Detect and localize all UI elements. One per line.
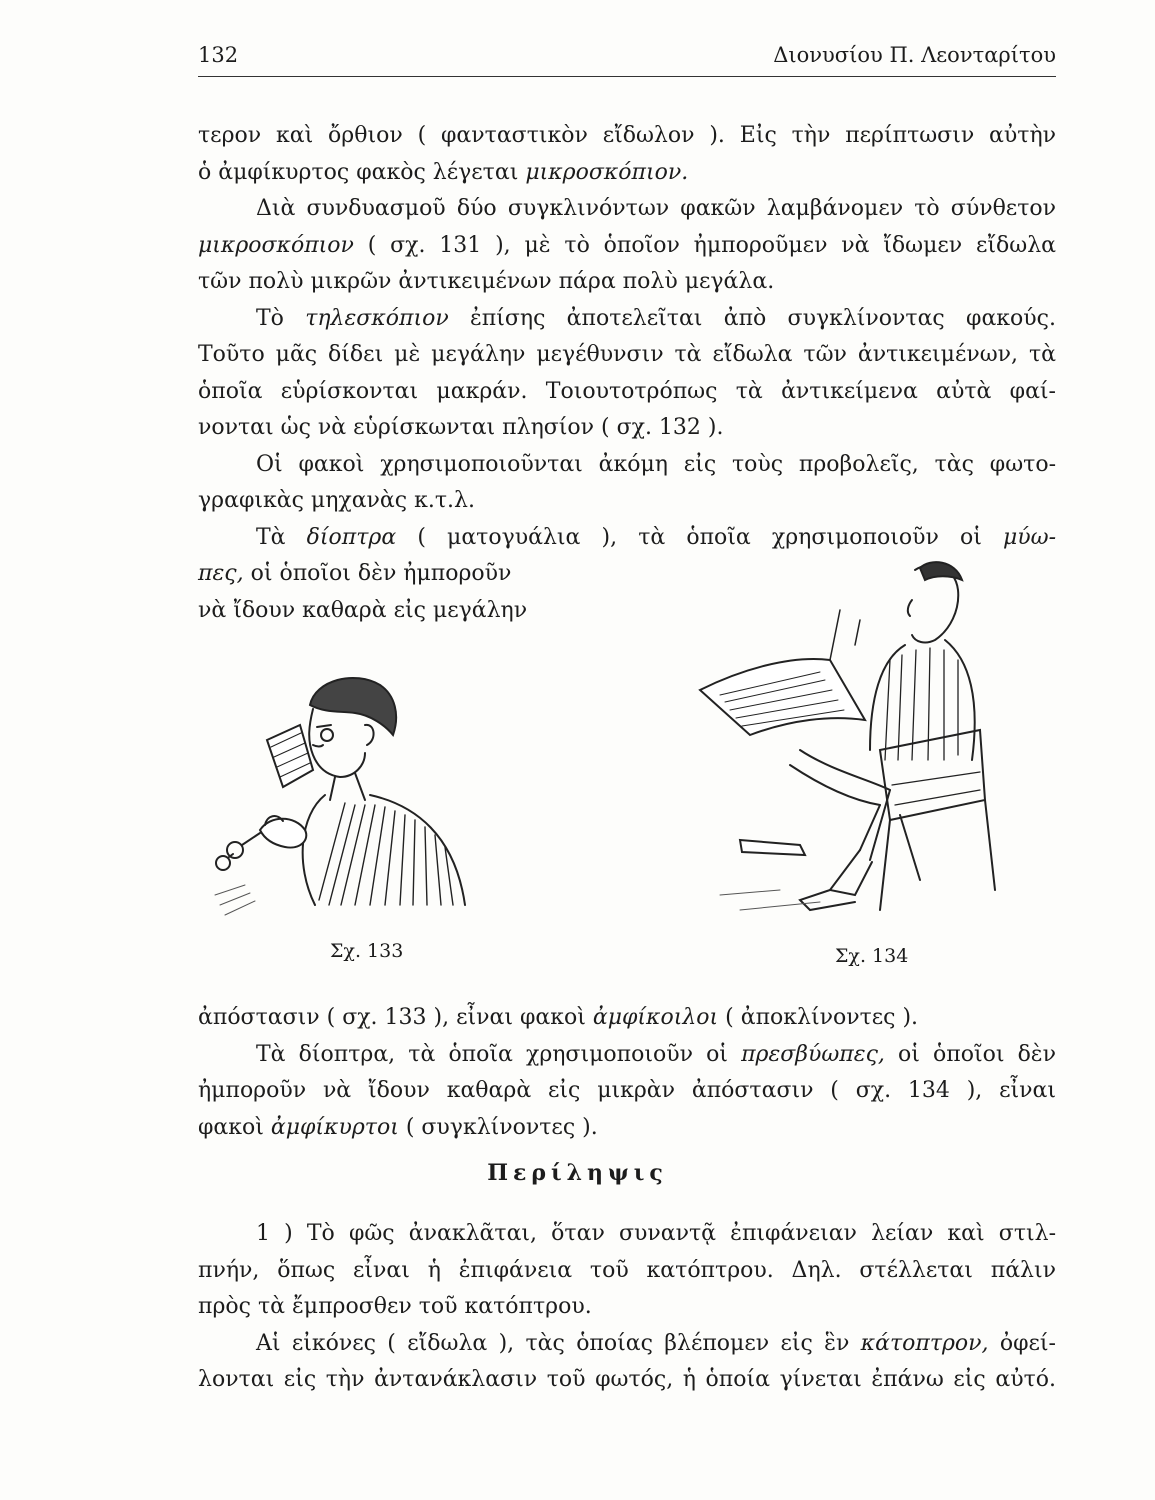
paragraph-3-line-4: νονται ὡς νὰ εὑρίσκωνται πλησίον ( σχ. 132 ). xyxy=(198,415,724,440)
paragraph-7-line-2: ἠμποροῦν νὰ ἴδουν καθαρὰ εἰς μικρὰν ἀπόστασιν ( σχ. 134 ), εἶναι xyxy=(198,1078,1056,1103)
summary-item-1-line-2: πνήν, ὅπως εἶναι ἡ ἐπιφάνεια τοῦ κατόπτρου. Δηλ. στέλλεται πάλιν xyxy=(198,1257,1056,1283)
summary-text-block xyxy=(198,1216,1056,1399)
paragraph-5-line-1: Τὰ δίοπτρα ( ματογυάλια ), τὰ ὁποῖα χρησιμοποιοῦν οἱ μύω- xyxy=(256,524,1057,550)
term-compound-microscope: μικροσκόπιον xyxy=(198,232,354,258)
summary-item-1-line-1: 1 ) Τὸ φῶς ἀνακλᾶται, ὅταν συναντᾷ ἐπιφάνειαν λείαν καὶ στιλ- xyxy=(256,1221,1056,1246)
paragraph-4-line-2: γραφικὰς μηχανὰς κ.τ.λ. xyxy=(198,488,475,513)
lower-text-block xyxy=(198,1000,1056,1146)
summary-item-1-line-3: πρὸς τὰ ἔμπροσθεν τοῦ κατόπτρου. xyxy=(198,1294,592,1319)
paragraph-2-line-2: μικροσκόπιον ( σχ. 131 ), μὲ τὸ ὁποῖον ἠμποροῦμεν νὰ ἴδωμεν εἴδωλα xyxy=(198,232,1056,258)
paragraph-2-line-1: Διὰ συνδυασμοῦ δύο συγκλινόντων φακῶν λαμβάνομεν τὸ σύνθετον xyxy=(256,196,1056,221)
term-presbyopes: πρεσβύωπες, xyxy=(741,1041,885,1067)
summary-heading: Περίληψις xyxy=(487,1160,668,1186)
summary-item-2-line-2: λονται εἰς τὴν ἀντανάκλασιν τοῦ φωτός, ἡ ὁποία γίνεται ἐπάνω εἰς αὐτό. xyxy=(198,1367,1056,1392)
figure-134-caption: Σχ. 134 xyxy=(835,945,909,967)
paragraph-3-line-3: ὁποῖα εὑρίσκονται μακράν. Τοιουτοτρόπως τὰ ἀντικείμενα αὐτὰ φαί- xyxy=(198,378,1056,404)
term-biconvex: ἀμφίκυρτοι xyxy=(270,1114,399,1140)
term-telescope: τηλεσκόπιον xyxy=(305,305,449,331)
term-mirror: κάτοπτρον, xyxy=(860,1330,989,1356)
page-number: 132 xyxy=(198,43,239,67)
paragraph-1-line-2: ὁ ἀμφίκυρτος φακὸς λέγεται μικροσκόπιον. xyxy=(198,159,689,185)
running-head: Διονυσίου Π. Λεονταρίτου xyxy=(773,43,1056,67)
paragraph-1-line-1: τερον καὶ ὄρθιον ( φανταστικὸν εἴδωλον ). Εἰς τὴν περίπτωσιν αὐτὴν xyxy=(198,123,1056,148)
paragraph-2-line-3: τῶν πολὺ μικρῶν ἀντικειμένων πάρα πολὺ μεγάλα. xyxy=(198,269,775,294)
man-reading-with-spectacles-illustration xyxy=(205,665,475,920)
header-rule xyxy=(198,76,1056,77)
paragraph-5-line-2: πες, οἱ ὁποῖοι δὲν ἠμποροῦν xyxy=(198,561,512,586)
man-reading-newspaper-on-chair-illustration xyxy=(680,550,1000,920)
term-spectacles: δίοπτρα xyxy=(306,524,397,550)
paragraph-3-line-2: Τοῦτο μᾶς δίδει μὲ μεγάλην μεγέθυνσιν τὰ εἴδωλα τῶν ἀντικειμένων, τὰ xyxy=(198,342,1056,367)
paragraph-5-line-3: νὰ ἴδουν καθαρὰ εἰς μεγάλην xyxy=(198,597,528,623)
summary-item-2-line-1: Αἱ εἰκόνες ( εἴδωλα ), τὰς ὁποίας βλέπομεν εἰς ἓν κάτοπτρον, ὀφεί- xyxy=(256,1330,1056,1356)
term-myopes: μύω- xyxy=(1002,524,1057,550)
paragraph-3-line-1: Τὸ τηλεσκόπιον ἐπίσης ἀποτελεῖται ἀπὸ συγκλίνοντας φακούς. xyxy=(256,305,1056,331)
paragraph-7-line-3: φακοὶ ἀμφίκυρτοι ( συγκλίνοντες ). xyxy=(198,1114,598,1140)
paragraph-4-line-1: Οἱ φακοὶ χρησιμοποιοῦνται ἀκόμη εἰς τοὺς προβολεῖς, τὰς φωτο- xyxy=(256,451,1056,477)
paragraph-6-line-1: ἀπόστασιν ( σχ. 133 ), εἶναι φακοὶ ἀμφίκοιλοι ( ἀποκλίνοντες ). xyxy=(198,1005,919,1030)
figure-133-caption: Σχ. 133 xyxy=(330,940,404,962)
paragraph-7-line-1: Τὰ δίοπτρα, τὰ ὁποῖα χρησιμοποιοῦν οἱ πρεσβύωπες, οἱ ὁποῖοι δὲν xyxy=(256,1041,1056,1067)
term-biconcave: ἀμφίκοιλοι xyxy=(592,1005,719,1030)
term-microscope: μικροσκόπιον. xyxy=(525,159,689,185)
